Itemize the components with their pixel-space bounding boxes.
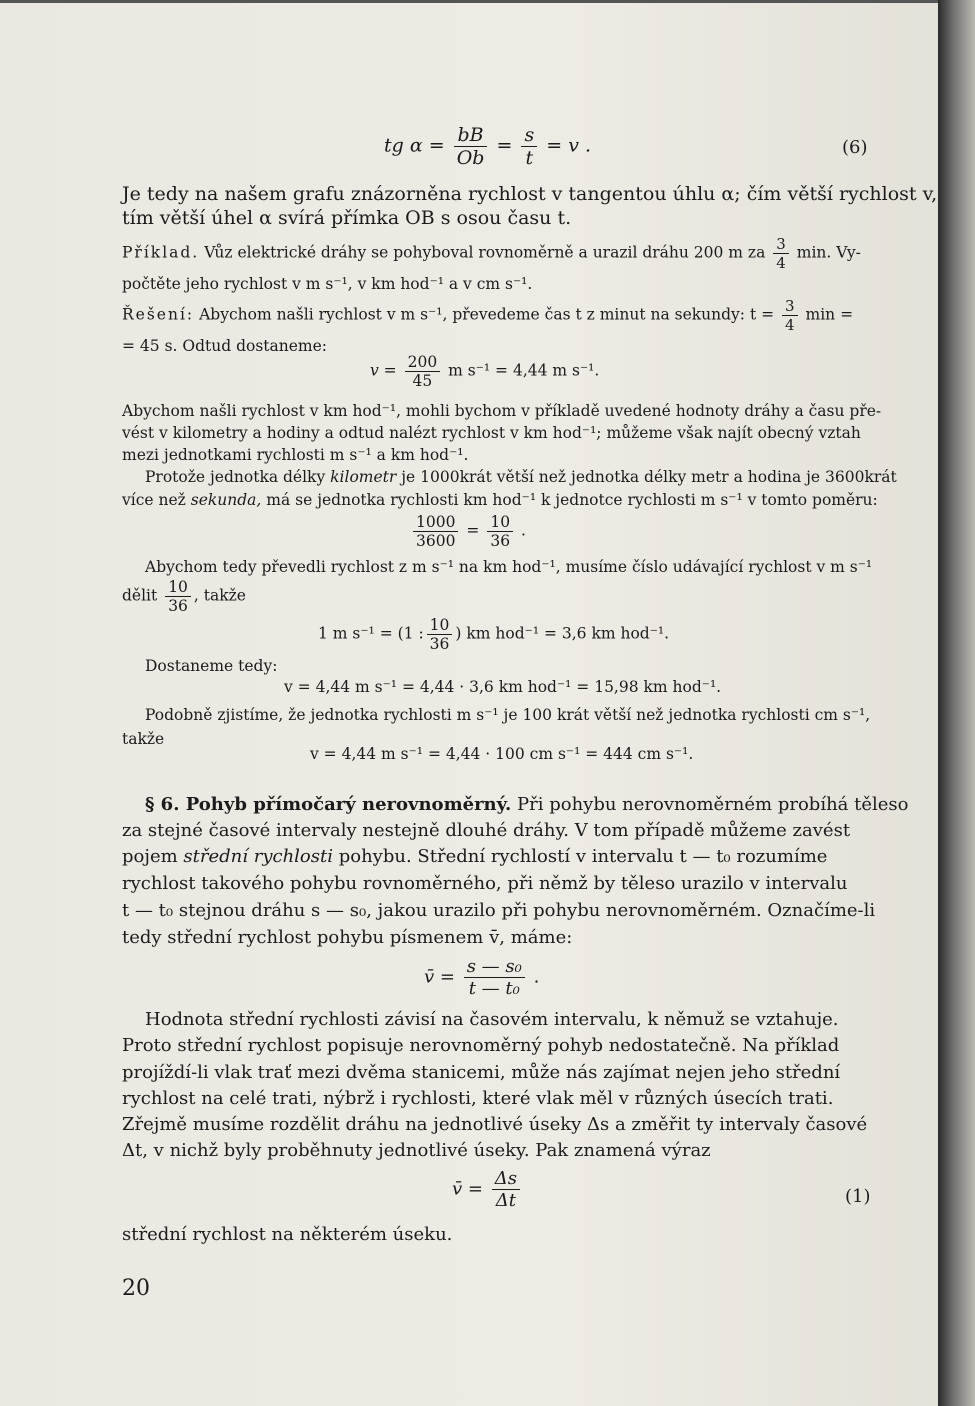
text-line: takže	[122, 730, 165, 748]
text-line: více než sekunda, má se jednotka rychlosti km hod⁻¹ k jednotce rychlosti m s⁻¹ v tomto poměru:	[122, 491, 878, 509]
text-line: mezi jednotkami rychlosti m s⁻¹ a km hod⁻¹.	[122, 446, 469, 464]
text-line: počtěte jeho rychlost v m s⁻¹, v km hod⁻¹ a v cm s⁻¹.	[122, 275, 533, 293]
text-line: tím větší úhel α svírá přímka OB s osou času t.	[122, 207, 572, 229]
fraction: $\frac{10}{36}$	[165, 578, 191, 615]
solution-heading: Řešení:	[122, 305, 195, 324]
equation-conversion: 1 m s⁻¹ = (1 : $\frac{10}{36}$ ) km hod⁻¹ = 3,6 km hod⁻¹.	[318, 616, 670, 653]
text-line: rychlost takového pohybu rovnoměrného, při němž by těleso urazilo v intervalu	[122, 873, 848, 894]
equation-v3: v = 4,44 m s⁻¹ = 4,44 · 100 cm s⁻¹ = 444 cm s⁻¹.	[310, 745, 694, 763]
text-line: Δt, v nichž byly proběhnuty jednotlivé úseky. Pak znamená výraz	[122, 1140, 711, 1161]
equation-1: v̄ = $\frac{\Delta s}{\Delta t}$	[452, 1168, 523, 1211]
fraction: $\frac{\Delta s}{\Delta t}$	[492, 1168, 520, 1211]
fraction: $\frac{s}{t}$	[521, 124, 537, 169]
text-line: Hodnota střední rychlosti závisí na časovém intervalu, k němuž se vztahuje.	[145, 1009, 839, 1030]
text-line: Je tedy na našem grafu znázorněna rychlost v tangentou úhlu α; čím větší rychlost v,	[122, 183, 938, 205]
text-line: Podobně zjistíme, že jednotka rychlosti m s⁻¹ je 100 krát větší než jednotka rychlosti cm s⁻¹,	[145, 706, 871, 724]
text-line: vést v kilometry a hodiny a odtud nalézt rychlost v km hod⁻¹; můžeme však najít obecný vztah	[122, 424, 861, 442]
fraction: $\frac{3}{4}$	[782, 297, 798, 334]
text-line: tedy střední rychlost pohybu písmenem v̄, máme:	[122, 927, 573, 948]
text-line: t — t₀ stejnou dráhu s — s₀, jakou urazilo při pohybu nerovnoměrném. Označíme-li	[122, 900, 876, 921]
text-line: střední rychlost na některém úseku.	[122, 1224, 453, 1245]
text-line: Abychom našli rychlost v km hod⁻¹, mohli bychom v příkladě uvedené hodnoty dráhy a času pře-	[122, 402, 882, 420]
text-line: rychlost na celé trati, nýbrž i rychlosti, které vlak měl v různých úsecích trati.	[122, 1088, 834, 1109]
fraction: $\frac{200}{45}$	[405, 353, 441, 390]
text-line: projíždí-li vlak trať mezi dvěma stanicemi, může nás zajímat nejen jeho střední	[122, 1062, 841, 1083]
text-line: Proto střední rychlost popisuje nerovnoměrný pohyb nedostatečně. Na příklad	[122, 1035, 840, 1056]
page-number: 20	[122, 1276, 150, 1301]
equation-6: tg α = $\frac{bB}{Ob}$ = $\frac{s}{t}$ = v .	[384, 124, 592, 169]
equation-ratio: $\frac{1000}{3600}$ = $\frac{10}{36}$ .	[410, 513, 526, 550]
fraction: $\frac{\text{s — s₀}}{\text{t — t₀}}$	[464, 956, 525, 999]
page-top-border	[0, 0, 938, 3]
equation-number: (6)	[842, 137, 868, 158]
equation-v1: v = $\frac{200}{45}$ m s⁻¹ = 4,44 m s⁻¹.	[370, 353, 600, 390]
text-line: dělit $\frac{10}{36}$ , takže	[122, 578, 246, 615]
fraction: $\frac{1000}{3600}$	[413, 513, 458, 550]
fraction: $\frac{10}{36}$	[427, 616, 453, 653]
text-line: Dostaneme tedy:	[145, 657, 278, 675]
fraction: $\frac{bB}{Ob}$	[454, 124, 488, 169]
example-line: Příklad. Vůz elektrické dráhy se pohyboval rovnoměrně a urazil dráhu 200 m za $\frac{3}{4}$ min. Vy-	[122, 235, 861, 272]
fraction: $\frac{10}{36}$	[487, 513, 513, 550]
book-binding-edge	[938, 0, 975, 1406]
eq-lhs: tg α =	[384, 134, 445, 157]
equation-mean-velocity: v̄ = $\frac{\text{s — s₀}}{\text{t — t₀}}$ .	[424, 956, 540, 999]
section-heading: § 6. Pohyb přímočarý nerovnoměrný.	[145, 794, 512, 815]
text-line: Zřejmě musíme rozdělit dráhu na jednotlivé úseky Δs a změřit ty intervaly časové	[122, 1114, 868, 1135]
text-line: Protože jednotka délky kilometr je 1000krát větší než jednotka délky metr a hodina je 3600krát	[145, 468, 897, 486]
solution-line: Řešení: Abychom našli rychlost v m s⁻¹, převedeme čas t z minut na sekundy: t = $\frac{3}{4}$ min =	[122, 297, 854, 334]
text-line: Abychom tedy převedli rychlost z m s⁻¹ na km hod⁻¹, musíme číslo udávající rychlost v m s⁻¹	[145, 558, 873, 576]
text-line: = 45 s. Odtud dostaneme:	[122, 337, 327, 355]
fraction: $\frac{3}{4}$	[773, 235, 789, 272]
example-heading: Příklad.	[122, 243, 200, 262]
text-line: § 6. Pohyb přímočarý nerovnoměrný. Při pohybu nerovnoměrném probíhá těleso	[145, 794, 909, 815]
equation-v2: v = 4,44 m s⁻¹ = 4,44 · 3,6 km hod⁻¹ = 15,98 km hod⁻¹.	[284, 678, 722, 696]
equation-number: (1)	[845, 1186, 871, 1207]
text-line: pojem střední rychlosti pohybu. Střední rychlostí v intervalu t — t₀ rozumíme	[122, 846, 828, 867]
text-line: za stejné časové intervaly nestejně dlouhé dráhy. V tom případě můžeme zavést	[122, 820, 851, 841]
